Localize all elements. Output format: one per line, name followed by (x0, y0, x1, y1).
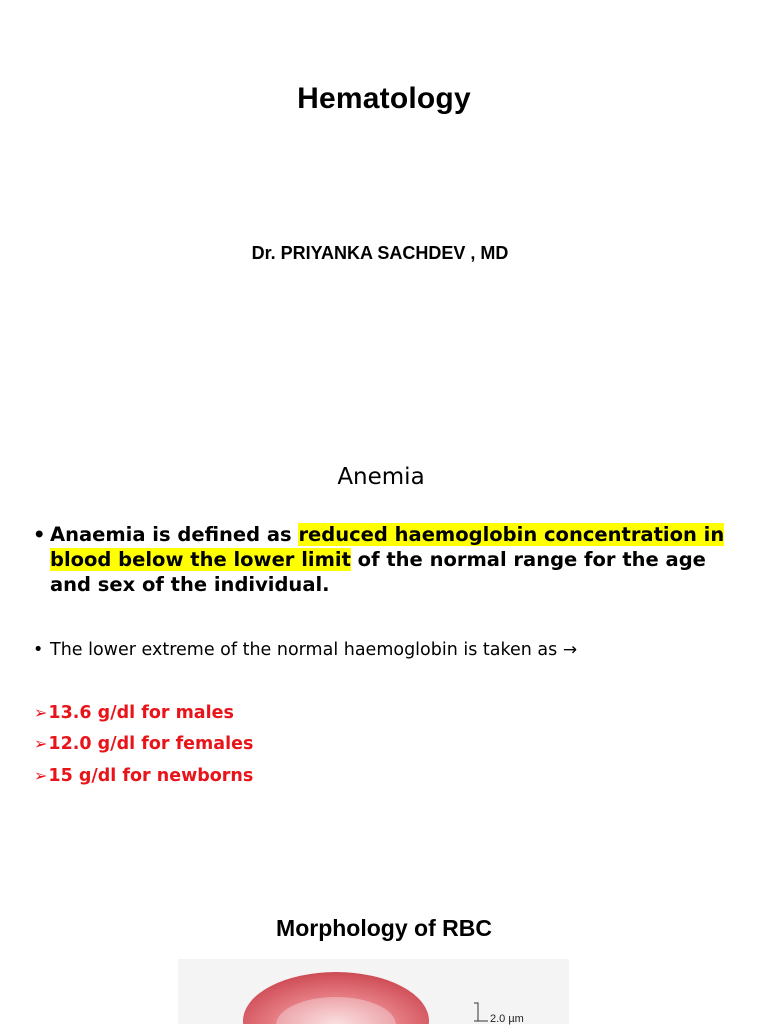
threshold-text (50, 638, 750, 662)
slide-title: Hematology (297, 82, 471, 115)
definition-highlight-2: blood below the lower limit (50, 548, 351, 571)
bullet-marker: • (33, 523, 46, 546)
definition-text (50, 522, 750, 597)
author-name: Dr. PRIYANKA SACHDEV , MD (251, 243, 509, 263)
arrow-bullet-icon: ➢ (34, 766, 48, 785)
value-newborns-text: 15 g/dl for newborns (48, 766, 254, 786)
value-females (34, 734, 253, 754)
bullet-marker: • (33, 640, 44, 660)
arrow-bullet-icon: ➢ (34, 703, 48, 722)
definition-plain-end: of the normal range for the age and sex of the individual. (50, 548, 706, 596)
arrow-bullet-icon: ➢ (34, 734, 48, 753)
value-males (34, 703, 234, 723)
value-newborns (34, 766, 253, 786)
definition-plain-start: Anaemia is defined as (50, 523, 299, 546)
value-females-text: 12.0 g/dl for females (48, 734, 254, 754)
scale-label: 2.0 µm (490, 1013, 524, 1025)
morphology-title: Morphology of RBC (276, 915, 492, 941)
value-males-text: 13.6 g/dl for males (48, 703, 234, 723)
threshold-label: The lower extreme of the normal haemoglobin is taken as (50, 640, 563, 660)
scale-bracket (474, 1003, 488, 1021)
section-heading-anemia: Anemia (337, 464, 425, 490)
arrow-right-icon: → (562, 640, 578, 660)
definition-highlight-1: reduced haemoglobin concentration in (298, 523, 725, 546)
